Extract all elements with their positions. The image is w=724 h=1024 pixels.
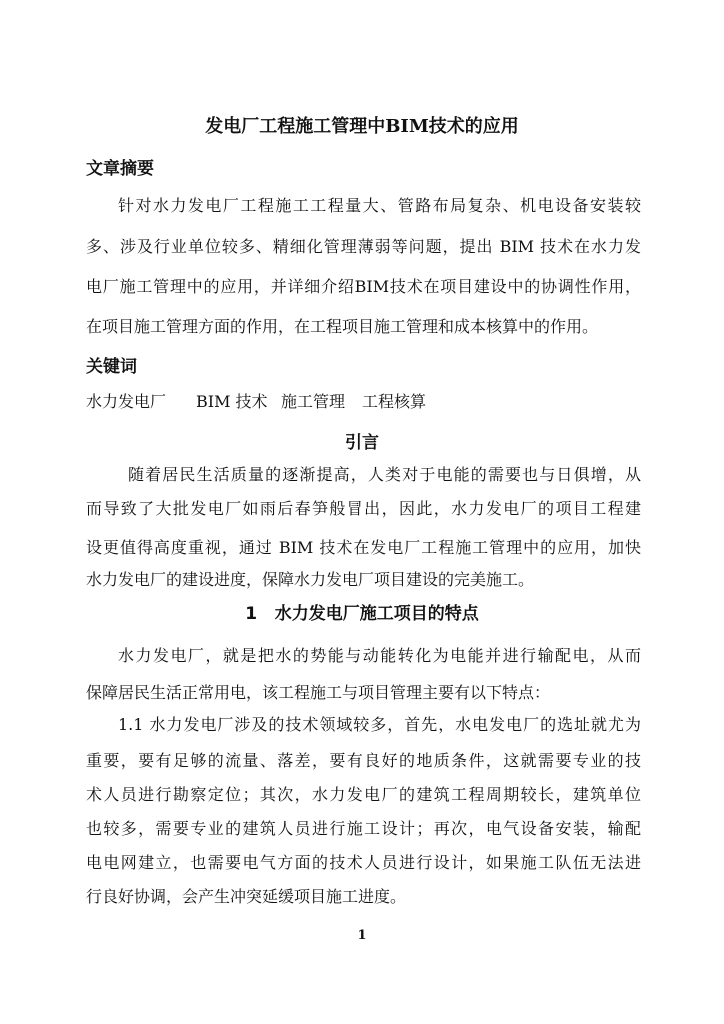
keyword: 工程核算 xyxy=(362,392,427,411)
keyword: BIM 技术 xyxy=(196,392,268,411)
intro-heading: 引言 xyxy=(345,433,379,453)
section-1-line: 术人员进行勘察定位；其次，水力发电厂的建筑工程周期较长，建筑单位 xyxy=(86,785,641,804)
intro-line: 而导致了大批发电厂如雨后春笋般冒出，因此，水力发电厂的项目工程建 xyxy=(86,499,641,518)
abstract-heading: 文章摘要 xyxy=(86,159,154,179)
abstract-line: 在项目施工管理方面的作用，在工程项目施工管理和成本核算中的作用。 xyxy=(86,317,599,336)
intro-line: 随着居民生活质量的逐渐提高，人类对于电能的需要也与日俱增，从 xyxy=(128,465,641,484)
keyword: 施工管理 xyxy=(281,392,346,411)
section-1-line: 行良好协调，会产生冲突延缓项目施工进度。 xyxy=(86,887,407,906)
section-1-heading: 1 水力发电厂施工项目的特点 xyxy=(245,604,479,624)
section-1-line: 保障居民生活正常用电，该工程施工与项目管理主要有以下特点： xyxy=(86,683,551,702)
intro-line: 水力发电厂的建设进度，保障水力发电厂项目建设的完美施工。 xyxy=(86,570,535,589)
section-1-line: 重要，要有足够的流量、落差，要有良好的地质条件，这就需要专业的技 xyxy=(86,751,641,770)
section-1-line: 电电网建立，也需要电气方面的技术人员进行设计，如果施工队伍无法进 xyxy=(86,853,641,872)
abstract-line: 电厂施工管理中的应用，并详细介绍BIM技术在项目建设中的协调性作用， xyxy=(86,277,641,296)
section-1-line: 水力发电厂，就是把水的势能与动能转化为电能并进行输配电，从而 xyxy=(118,646,641,665)
abstract-line: 针对水力发电厂工程施工工程量大、管路布局复杂、机电设备安装较 xyxy=(118,196,641,215)
section-1-line: 1.1 水力发电厂涉及的技术领域较多，首先，水电发电厂的选址就尤为 xyxy=(118,715,641,734)
intro-line: 设更值得高度重视，通过 BIM 技术在发电厂工程施工管理中的应用，加快 xyxy=(86,538,641,557)
document-title: 发电厂工程施工管理中BIM技术的应用 xyxy=(205,116,519,137)
page-number: 1 xyxy=(357,928,367,943)
keywords-heading: 关键词 xyxy=(86,357,137,377)
section-1-line: 也较多，需要专业的建筑人员进行施工设计；再次，电气设备安装，输配 xyxy=(86,819,641,838)
abstract-line: 多、涉及行业单位较多、精细化管理薄弱等问题，提出 BIM 技术在水力发 xyxy=(86,237,641,256)
keyword: 水力发电厂 xyxy=(86,392,167,411)
